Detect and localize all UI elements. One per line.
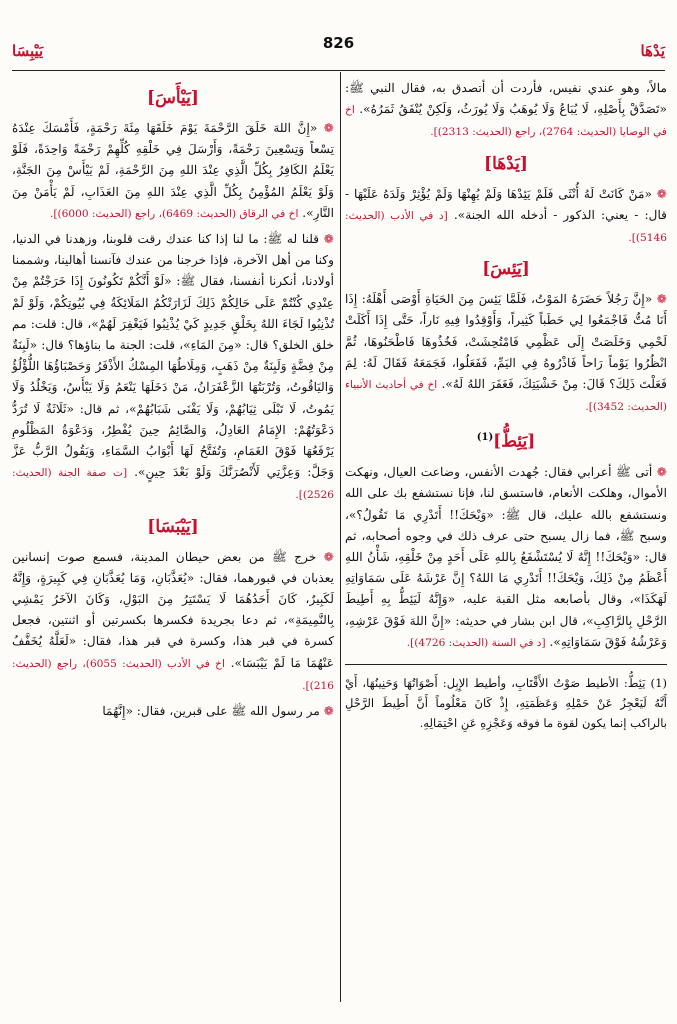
header-rule [12, 70, 665, 71]
hadith-paragraph: ❁ أتى ﷺ أعرابي فقال: جُهدت الأنفس، وضاعت العيال، ونهكت الأموال، وهلكت الأنعام، فاستسق لنا، فإنا نستشفع بك على الله ونستشفع بالله عليك، قال ﷺ: «وَيْحَكَ!! أَتَدْرِي مَا تَقُولُ؟»، وسبح ﷺ، فما زال يسبح حتى عرف ذلك في وجوه أصحابه، ثم قال: «وَيْحَكَ!! إِنَّهُ لَا يُسْتَشْفَعُ بِاللهِ عَلَى أَحَدٍ مِنْ خَلْقِهِ، شَأْنُ اللهِ أَعْظَمُ مِنْ ذَلِكَ، وَيْحَكَ!! أَتَدْرِي مَا اللهُ؟ إِنَّ عَرْشَهُ عَلَى سَمَاوَاتِهِ لَهَكَذَا»، وقال بأصابعه مثل القبة عليه، «وَإِنَّهُ لَيَئِطُّ بِهِ أَطِيطَ الرَّحْلِ بِالرَّاكِبِ»، قال ابن بشار في حديثه: «إِنَّ اللهَ فَوْقَ عَرْشِهِ، وَعَرْشُهُ فَوْقَ سَمَاوَاتِهِ». [د في السنة (الحديث: 4726)]. [345, 465, 667, 649]
header-left-keyword: يَيْبِسَا [12, 42, 44, 60]
paragraph-continued: مالاً، وهو عندي نفيس، فأردت أن أتصدق به، فقال النبي ﷺ: «تَصَدَّقْ بِأَصْلِهِ، لَا يُبَاعُ وَلَا يُوهَبُ وَلَا يُورَثُ، وَلَكِنْ يُنْفَقُ ثَمَرُهُ». اخ في الوصايا (الحديث: 2764)، راجع (الحديث: 2313)]. [345, 81, 668, 139]
hadith-reference: اخ في الرقاق (الحديث: 6469)، راجع (الحديث: 6000)]. [50, 207, 299, 220]
star-icon: ❁ [316, 549, 334, 564]
column-divider [340, 72, 341, 1002]
footnote-rule [345, 664, 667, 665]
hadith-reference: اخ في أحاديث الأنبياء (الحديث: 3452)]. [345, 379, 667, 414]
hadith-paragraph: ❁ قلنا له ﷺ: ما لنا إذا كنا عندك رقت قلوبنا، وزهدنا في الدنيا، وكنا من أهل الآخرة، فإذا خرجنا من عندك فآنسنا أهالينا، وشممنا أولادنا، أنكرنا أنفسنا، فقال ﷺ: «لَوْ أَنَّكُمْ تَكُونُونَ إِذَا خَرَجْتُمْ مِنْ عِنْدِي كُنْتُمْ عَلَى حَالِكُمْ ذَلِكَ لَزَارَتْكُمُ المَلَائِكَةُ فِي بُيُوتِكُمْ، وَلَوْ لَمْ تُذْنِبُوا لَجَاءَ اللهُ بِخَلْقٍ جَدِيدٍ كَيْ يُذْنِبُوا فَيَغْفِرَ لَهُمْ»، قال: قلت: مم خلق الخلق؟ قال: «مِنَ المَاءِ»، قلت: الجنة ما بناؤها؟ قال: «لَبِنَةٌ مِنْ فِضَّةٍ وَلَبِنَةٌ مِنْ ذَهَبٍ، وَمِلَاطُهَا المِسْكُ الأَذْفَرُ وَحَصْبَاؤُهَا اللُّؤْلُؤُ وَاليَاقُوتُ، وَتُرْبَتُهَا الزَّعْفَرَانُ، مَنْ دَخَلَهَا يَنْعَمُ وَلَا يَبْأَسُ، وَيَخْلُدُ وَلَا يَمُوتُ، لَا تَبْلَى ثِيَابُهُمْ، وَلَا يَفْنَى شَبَابُهُمْ»، ثم قال: «ثَلَاثَةٌ لَا تُرَدُّ دَعْوَتُهُمْ: الإِمَامُ العَادِلُ، وَالصَّائِمُ حِينَ يُفْطِرُ، وَدَعْوَةُ المَظْلُومِ يَرْفَعُهَا فَوْقَ الغَمَامِ، وَتُفَتَّحُ لَهَا أَبْوَابُ السَّمَاءِ، وَيَقُولُ الرَّبُّ عَزَّ وَجَلَّ: وَعِزَّتِي لَأَنْصُرَنَّكَ وَلَوْ بَعْدَ حِينٍ». [ت صفة الجنة (الحديث: 2526)]. [12, 232, 334, 502]
hadith-paragraph: ❁ «إِنَّ رَجُلاً حَضَرَهُ المَوْتُ، فَلَمَّا يَئِسَ مِنَ الحَيَاةِ أَوْصَى أَهْلَهُ: إِذَا أَنَا مُتُّ فَاجْمَعُوا لِي حَطَباً كَثِيراً، وَأَوْقِدُوا فِيهِ نَاراً، حَتَّى إِذَا أَكَلَتْ لَحْمِي وَخَلَصَتْ إِلَى عَظْمِي فَامْتُحِشَتْ، فَخُذُوهَا فَاطْحَنُوهَا، ثُمَّ انْظُرُوا يَوْماً رَاحاً فَاذْرُوهُ فِي اليَمِّ، فَفَعَلُوا، فَجَمَعَهُ فَقَالَ لَهُ: لِمَ فَعَلْتَ ذَلِكَ؟ قَالَ: مِنْ خَشْيَتِكَ، فَغَفَرَ اللهُ لَهُ». اخ في أحاديث الأنبياء (الحديث: 3452)]. [345, 292, 668, 414]
star-icon: ❁ [319, 704, 334, 719]
hadith-reference: [ت صفة الجنة (الحديث: 2526)]. [12, 467, 334, 502]
entry-title-yaidha: [يَدْهَا] [484, 153, 528, 174]
star-icon: ❁ [317, 121, 334, 135]
entry-title-yaisa: [يَئِسَ] [482, 259, 530, 280]
entry-title-yayasa: [يَيْأَسَ] [147, 88, 199, 108]
star-icon: ❁ [651, 186, 668, 201]
footnote-marker: (1) [476, 432, 494, 444]
left-column [12, 78, 334, 726]
hadith-paragraph: ❁ «إِنَّ اللهَ خَلَقَ الرَّحْمَةَ يَوْمَ خَلَقَهَا مِئَةَ رَحْمَةٍ، فَأَمْسَكَ عِنْدَهُ تِسْعاً وَتِسْعِينَ رَحْمَةً، وَأَرْسَلَ فِي خَلْقِهِ كُلِّهِمْ رَحْمَةً وَاحِدَةً، فَلَوْ يَعْلَمُ الكَافِرُ بِكُلِّ الَّذِي عِنْدَ اللهِ مِنَ الرَّحْمَةِ، لَمْ يَيْأَسْ مِنَ الجَنَّةِ، وَلَوْ يَعْلَمُ المُؤْمِنُ بِكُلِّ الَّذِي عِنْدَ اللهِ مِنَ العَذَابِ، لَمْ يَأْمَنْ مِنَ النَّارِ». اخ في الرقاق (الحديث: 6469)، راجع (الحديث: 6000)]. [12, 121, 334, 220]
entry-title-yaybasa: [يَيْبَسَا] [147, 516, 199, 537]
hadith-paragraph: ❁ «مَنْ كَانَتْ لَهُ أُنْثَى فَلَمْ يَئِدْهَا وَلَمْ يُهِنْهَا وَلَمْ يُؤْثِرْ وَلَدَهُ عَلَيْهَا - قال: - يعني: الذكور - أدخله الله الجنة». [د في الأدب (الحديث: 5146)]. [345, 186, 668, 245]
star-icon: ❁ [319, 232, 334, 247]
star-icon: ❁ [652, 465, 667, 480]
right-column [345, 78, 667, 737]
page-header [0, 28, 677, 68]
hadith-reference: اخ في الوصايا (الحديث: 2764)، راجع (الحديث: 2313)]. [345, 104, 667, 139]
hadith-paragraph: ❁ خرج ﷺ من بعض حيطان المدينة، فسمع صوت إنسانين يعذبان في قبورهما، فقال: «يُعَذَّبَانِ، وَمَا يُعَذَّبَانِ فِي كَبِيرَةٍ، وَإِنَّهُ لَكَبِيرٌ، كَانَ أَحَدُهُمَا لَا يَسْتَتِرُ مِنَ البَوْلِ، وَكَانَ الآخَرُ يَمْشِي بِالنَّمِيمَةِ»، ثم دعا بجريدة فكسرها بكسرتين أو اثنتين، فجعل كسرة في قبر هذا، وكسرة في قبر هذا، فقال: «لَعَلَّهُ يُخَفَّفُ عَنْهُمَا مَا لَمْ يَيْبَسَا». اخ في الأدب (الحديث: 6055)، راجع (الحديث: 216)]. [12, 549, 335, 692]
entry-title-yaittu: [يَئِطُّ]$^{(1)}$ [476, 432, 536, 453]
star-icon: ❁ [652, 292, 667, 307]
hadith-reference: [د في السنة (الحديث: 4726)]. [406, 636, 546, 649]
hadith-reference: [د في الأدب (الحديث: 5146)]. [345, 209, 667, 245]
header-right-keyword: يَدْهَا [640, 42, 665, 60]
hadith-reference: اخ في الأدب (الحديث: 6055)، راجع (الحديث: 216)]. [12, 657, 334, 692]
footnote: (1) يَئِطُّ: الأطيط صَوْتُ الأَقْتَابِ، وأطيط الإِبِل: أَصْوَاتُهَا وَحَنِينُهَا، أَيْ أَنَّهُ لَيَعْجِزُ عَنْ حَمْلِهِ وَعَظَمَتِهِ، إِذْ كَانَ مَعْلُوماً أَنَّ أَطِيطَ الرَّحْلِ بالراكب إنما يكون لقوة ما فوقه وَعَجْزِهِ عَنِ احْتِمَالِهِ. [345, 675, 667, 730]
hadith-paragraph: ❁ مر رسول الله ﷺ على قبرين، فقال: «إِنَّهُمَا [102, 704, 334, 719]
page-number: 826 [322, 34, 355, 52]
